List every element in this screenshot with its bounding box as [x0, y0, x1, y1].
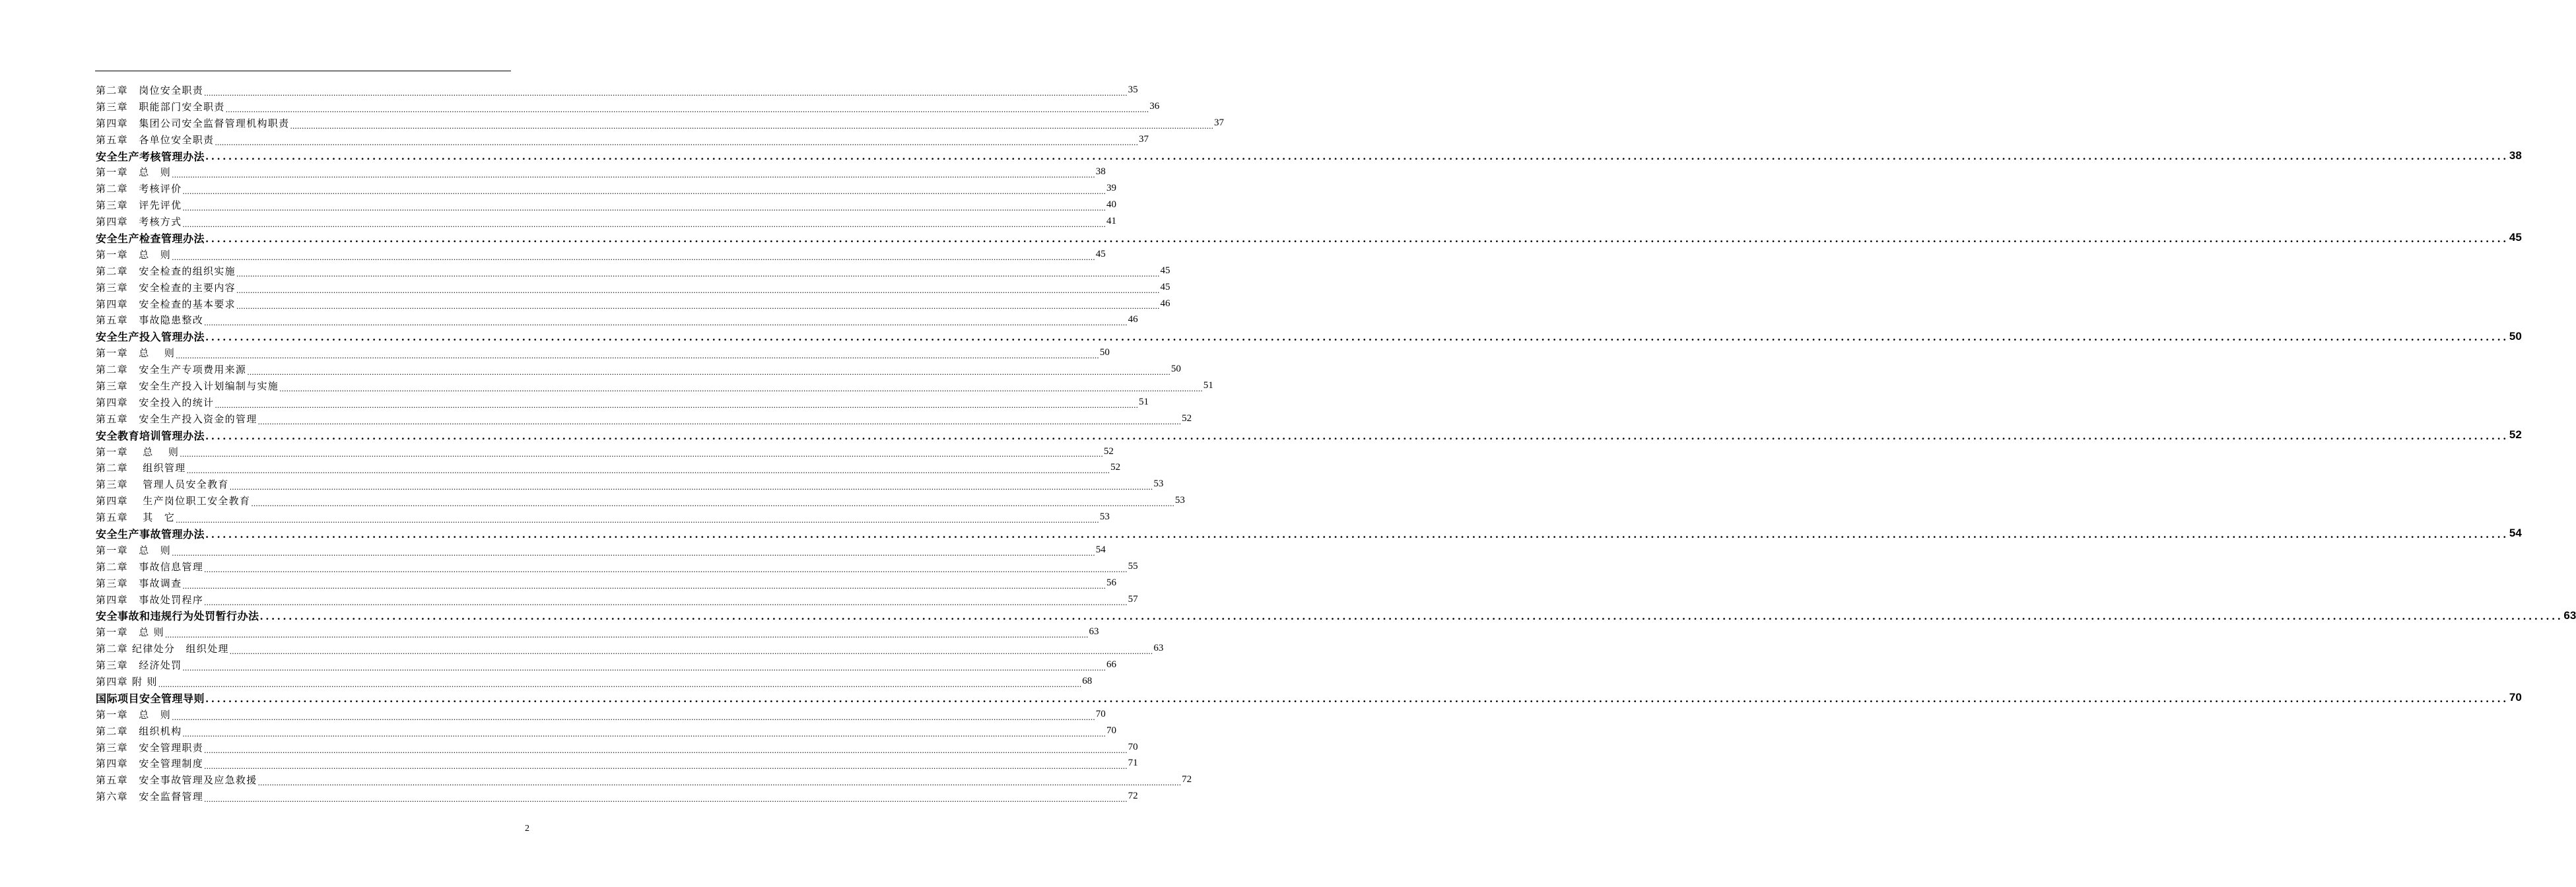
toc-entry-title: 第五章 事故隐患整改: [96, 314, 204, 327]
toc-entry[interactable]: [96, 345, 1110, 361]
toc-leader: ................................................................................................................................................................................................................................................................................................................................................................................................................: [172, 253, 1095, 262]
toc-entry-page: 63: [1089, 626, 1099, 638]
toc-leader: ................................................................................................................................................................................................................................................................................................................................................................................................................: [215, 401, 1138, 410]
toc-entry-page: 45: [1160, 281, 1170, 292]
toc-leader: ................................................................................................................................................................................................................................................................................................................................................................................................................: [158, 680, 1082, 689]
toc-entry[interactable]: [96, 394, 1149, 411]
toc-leader: ................................................................................................................................................................................................................................................................................................................................................................................................................: [204, 565, 1128, 574]
toc-entry-page: 52: [1110, 462, 1121, 473]
toc-leader: ................................................................................................................................................................................................................................................................................................................................................................................................................: [257, 417, 1182, 426]
toc-leader: ................................................................................................................................................................................................................................................................................................................................................................................................................: [236, 269, 1160, 279]
toc-entry-title: 第六章 安全监督管理: [96, 791, 204, 803]
toc-section-title: 国际项目安全管理导则: [96, 692, 205, 705]
toc-entry-page: 41: [1106, 216, 1117, 227]
toc-entry-title: 第三章 职能部门安全职责: [96, 100, 225, 113]
toc-leader: ................................................................................................................................................................................................................................................................................................................................................................................................................: [182, 729, 1106, 739]
toc-entry[interactable]: [96, 591, 1138, 608]
toc-entry-title: 第四章 生产岗位职工安全教育: [96, 495, 251, 508]
toc-entry[interactable]: [96, 788, 1138, 805]
toc-entry-page: 52: [1103, 445, 1114, 457]
toc-entry-title: 第二章 安全检查的组织实施: [96, 265, 236, 277]
toc-section[interactable]: [96, 525, 2522, 542]
toc-leader: ................................................................................................................................................................................................................................................................................................................................................................................................................: [236, 302, 1160, 312]
toc-leader: ................................................................................................................................................................................................................................................................................................................................................................................................................: [204, 88, 1128, 98]
toc-section[interactable]: [96, 608, 2576, 624]
toc-leader: ................................................................................................................................................................................................................................................................................................................................................................................................................: [205, 692, 2509, 705]
toc-entry-title: 第三章 安全检查的主要内容: [96, 281, 236, 294]
toc-leader: ................................................................................................................................................................................................................................................................................................................................................................................................................: [205, 528, 2509, 541]
toc-entry[interactable]: [96, 739, 1138, 756]
toc-entry[interactable]: [96, 378, 1213, 394]
toc-entry-page: 66: [1106, 659, 1117, 671]
toc-section-page: 50: [2509, 329, 2522, 343]
toc-entry-page: 39: [1106, 183, 1117, 194]
toc-entry[interactable]: [96, 197, 1117, 213]
toc-entry[interactable]: [96, 575, 1117, 591]
toc-entry[interactable]: [96, 131, 1149, 148]
toc-leader: ................................................................................................................................................................................................................................................................................................................................................................................................................: [247, 368, 1170, 378]
toc-entry[interactable]: [96, 296, 1170, 312]
toc-entry-page: 56: [1106, 577, 1117, 588]
toc-entry[interactable]: [96, 180, 1117, 197]
toc-entry-title: 第三章 事故调查: [96, 577, 182, 589]
toc-entry-page: 70: [1095, 708, 1106, 719]
toc-leader: ................................................................................................................................................................................................................................................................................................................................................................................................................: [225, 105, 1149, 114]
toc-entry-title: 第二章 岗位安全职责: [96, 84, 204, 96]
toc-entry-title: 第五章 安全生产投入资金的管理: [96, 412, 257, 425]
toc-entry[interactable]: [96, 263, 1170, 279]
toc-entry-title: 第一章 总 则: [96, 347, 176, 360]
toc-leader: ................................................................................................................................................................................................................................................................................................................................................................................................................: [204, 795, 1128, 805]
toc-section-page: 52: [2509, 428, 2522, 442]
toc-section-page: 54: [2509, 527, 2522, 540]
toc-section-page: 70: [2509, 691, 2522, 704]
toc-leader: ................................................................................................................................................................................................................................................................................................................................................................................................................: [259, 610, 2563, 623]
toc-leader: ................................................................................................................................................................................................................................................................................................................................................................................................................: [180, 450, 1103, 459]
toc-entry-page: 51: [1138, 396, 1149, 407]
toc-entry-page: 63: [1153, 643, 1164, 654]
toc-leader: ................................................................................................................................................................................................................................................................................................................................................................................................................: [172, 548, 1095, 558]
toc-entry-title: 第三章 安全生产投入计划编制与实施: [96, 379, 279, 392]
toc-entry-page: 50: [1170, 364, 1181, 375]
toc-entry[interactable]: [96, 723, 1117, 739]
toc-leader: ................................................................................................................................................................................................................................................................................................................................................................................................................: [290, 121, 1214, 131]
toc-leader: ................................................................................................................................................................................................................................................................................................................................................................................................................: [204, 746, 1128, 755]
toc-entry-page: 71: [1128, 758, 1138, 769]
toc-entry[interactable]: [96, 459, 1121, 476]
toc-section-title: 安全教育培训管理办法: [96, 429, 205, 442]
toc-entry-page: 68: [1082, 676, 1093, 686]
toc-entry-page: 50: [1099, 347, 1110, 358]
toc-entry-title: 第二章 事故信息管理: [96, 560, 204, 573]
toc-entry-page: 35: [1128, 84, 1138, 95]
toc-entry[interactable]: [96, 444, 1114, 460]
toc-entry-title: 第四章 附 则: [96, 676, 158, 688]
toc-entry[interactable]: [96, 558, 1138, 575]
toc-entry-title: 第三章 安全管理职责: [96, 741, 204, 754]
toc-leader: ................................................................................................................................................................................................................................................................................................................................................................................................................: [182, 204, 1106, 213]
toc-section[interactable]: [96, 690, 2522, 706]
toc-entry-title: 第一章 总 则: [96, 445, 180, 458]
toc-entry-page: 52: [1182, 412, 1192, 424]
toc-entry-title: 第四章 集团公司安全监督管理机构职责: [96, 117, 290, 129]
toc-entry-page: 51: [1203, 379, 1213, 391]
toc-section-title: 安全生产事故管理办法: [96, 527, 205, 541]
toc-leader: ................................................................................................................................................................................................................................................................................................................................................................................................................: [182, 220, 1106, 230]
toc-entry-title: 第一章 总 则: [96, 166, 172, 179]
toc-leader: ................................................................................................................................................................................................................................................................................................................................................................................................................: [204, 319, 1128, 328]
toc-leader: ................................................................................................................................................................................................................................................................................................................................................................................................................: [176, 516, 1099, 525]
toc-entry-title: 第四章 考核方式: [96, 216, 182, 228]
toc-leader: ................................................................................................................................................................................................................................................................................................................................................................................................................: [182, 187, 1106, 197]
toc-entry-page: 72: [1128, 791, 1138, 802]
toc-entry-title: 第五章 其 它: [96, 511, 176, 524]
toc-leader: ................................................................................................................................................................................................................................................................................................................................................................................................................: [205, 232, 2509, 245]
toc-leader: ................................................................................................................................................................................................................................................................................................................................................................................................................: [279, 384, 1203, 393]
toc-entry-title: 第四章 安全检查的基本要求: [96, 298, 236, 310]
toc-entry[interactable]: [96, 279, 1170, 296]
toc-section-title: 安全事故和违规行为处罚暂行办法: [96, 610, 259, 623]
toc-entry-title: 第二章 纪律处分 组织处理: [96, 643, 229, 655]
toc-entry-page: 40: [1106, 199, 1117, 211]
toc-entry-page: 55: [1128, 560, 1138, 572]
toc-entry-title: 第五章 各单位安全职责: [96, 133, 215, 146]
toc-leader: ................................................................................................................................................................................................................................................................................................................................................................................................................: [182, 581, 1106, 591]
toc-leader: ................................................................................................................................................................................................................................................................................................................................................................................................................: [251, 500, 1174, 509]
toc-entry-page: 46: [1128, 314, 1138, 325]
toc-entry[interactable]: [96, 509, 1110, 525]
toc-entry-page: 57: [1128, 593, 1138, 605]
toc-leader: ................................................................................................................................................................................................................................................................................................................................................................................................................: [186, 467, 1110, 476]
toc-leader: ................................................................................................................................................................................................................................................................................................................................................................................................................: [164, 631, 1089, 640]
toc-entry[interactable]: [96, 624, 1099, 640]
toc-section-title: 安全生产检查管理办法: [96, 232, 205, 245]
toc-entry-page: 45: [1095, 248, 1106, 259]
toc-section[interactable]: [96, 328, 2522, 345]
toc-entry[interactable]: [96, 312, 1138, 328]
toc-entry-title: 第四章 事故处罚程序: [96, 593, 204, 606]
toc-entry-page: 70: [1106, 725, 1117, 736]
toc-leader: ................................................................................................................................................................................................................................................................................................................................................................................................................: [229, 647, 1153, 657]
toc-section-title: 安全生产考核管理办法: [96, 150, 205, 163]
toc-entry[interactable]: [96, 246, 1106, 263]
toc-entry-page: 46: [1160, 298, 1170, 309]
toc-entry-title: 第二章 组织管理: [96, 462, 186, 475]
toc-entry-title: 第四章 安全管理制度: [96, 758, 204, 770]
toc-leader: ................................................................................................................................................................................................................................................................................................................................................................................................................: [257, 779, 1182, 788]
toc-leader: ................................................................................................................................................................................................................................................................................................................................................................................................................: [205, 150, 2509, 163]
toc-entry[interactable]: [96, 411, 1192, 427]
toc-leader: ................................................................................................................................................................................................................................................................................................................................................................................................................: [236, 286, 1160, 295]
table-of-contents: [96, 82, 2576, 805]
toc-section-page: 63: [2563, 608, 2576, 622]
toc-leader: ................................................................................................................................................................................................................................................................................................................................................................................................................: [215, 138, 1138, 147]
toc-entry[interactable]: [96, 706, 1106, 723]
toc-entry[interactable]: [96, 542, 1106, 558]
toc-entry[interactable]: [96, 213, 1117, 230]
toc-entry-page: 53: [1099, 511, 1110, 523]
toc-entry-page: 53: [1174, 495, 1185, 506]
toc-section[interactable]: [96, 148, 2522, 164]
toc-entry-page: 72: [1182, 774, 1192, 785]
toc-leader: ................................................................................................................................................................................................................................................................................................................................................................................................................: [176, 352, 1099, 361]
toc-entry-title: 第三章 经济处罚: [96, 659, 182, 672]
toc-entry-title: 第一章 总 则: [96, 544, 172, 556]
page-number: 2: [525, 824, 529, 834]
toc-section[interactable]: [96, 230, 2522, 246]
toc-entry-title: 第二章 安全生产专项费用来源: [96, 364, 247, 376]
toc-leader: ................................................................................................................................................................................................................................................................................................................................................................................................................: [204, 762, 1128, 772]
toc-section-title: 安全生产投入管理办法: [96, 331, 205, 344]
toc-entry-title: 第二章 考核评价: [96, 183, 182, 195]
toc-leader: ................................................................................................................................................................................................................................................................................................................................................................................................................: [204, 598, 1128, 607]
toc-entry[interactable]: [96, 772, 1192, 788]
toc-entry[interactable]: [96, 98, 1160, 115]
toc-entry-page: 37: [1138, 133, 1149, 145]
toc-leader: ................................................................................................................................................................................................................................................................................................................................................................................................................: [205, 331, 2509, 344]
toc-leader: ................................................................................................................................................................................................................................................................................................................................................................................................................: [172, 171, 1095, 180]
toc-entry[interactable]: [96, 756, 1138, 772]
toc-entry-page: 45: [1160, 265, 1170, 276]
toc-entry[interactable]: [96, 164, 1106, 180]
toc-entry-page: 54: [1095, 544, 1106, 555]
toc-entry-title: 第三章 管理人员安全教育: [96, 478, 229, 491]
toc-leader: ................................................................................................................................................................................................................................................................................................................................................................................................................: [205, 430, 2509, 442]
toc-entry-title: 第一章 总 则: [96, 248, 172, 261]
toc-section-page: 38: [2509, 149, 2522, 162]
toc-entry-page: 36: [1149, 100, 1160, 112]
toc-entry[interactable]: [96, 361, 1181, 378]
toc-entry-page: 70: [1128, 741, 1138, 752]
toc-section-page: 45: [2509, 231, 2522, 244]
toc-section[interactable]: [96, 427, 2522, 444]
toc-entry[interactable]: [96, 492, 1185, 509]
toc-entry-title: 第一章 总 则: [96, 626, 164, 639]
toc-entry-page: 38: [1095, 166, 1106, 178]
toc-entry[interactable]: [96, 82, 1138, 98]
toc-entry-title: 第一章 总 则: [96, 708, 172, 721]
toc-entry-page: 53: [1153, 478, 1164, 490]
toc-leader: ................................................................................................................................................................................................................................................................................................................................................................................................................: [182, 664, 1106, 673]
toc-entry[interactable]: [96, 657, 1117, 673]
toc-entry-title: 第二章 组织机构: [96, 725, 182, 737]
toc-entry[interactable]: [96, 673, 1093, 690]
toc-entry[interactable]: [96, 115, 1225, 131]
toc-entry-page: 37: [1214, 117, 1225, 128]
toc-entry-title: 第三章 评先评优: [96, 199, 182, 212]
toc-leader: ................................................................................................................................................................................................................................................................................................................................................................................................................: [172, 713, 1095, 722]
toc-entry-title: 第五章 安全事故管理及应急救援: [96, 774, 257, 787]
toc-entry[interactable]: [96, 640, 1164, 657]
toc-entry-title: 第四章 安全投入的统计: [96, 396, 215, 409]
toc-entry[interactable]: [96, 476, 1164, 492]
toc-leader: ................................................................................................................................................................................................................................................................................................................................................................................................................: [229, 483, 1153, 492]
